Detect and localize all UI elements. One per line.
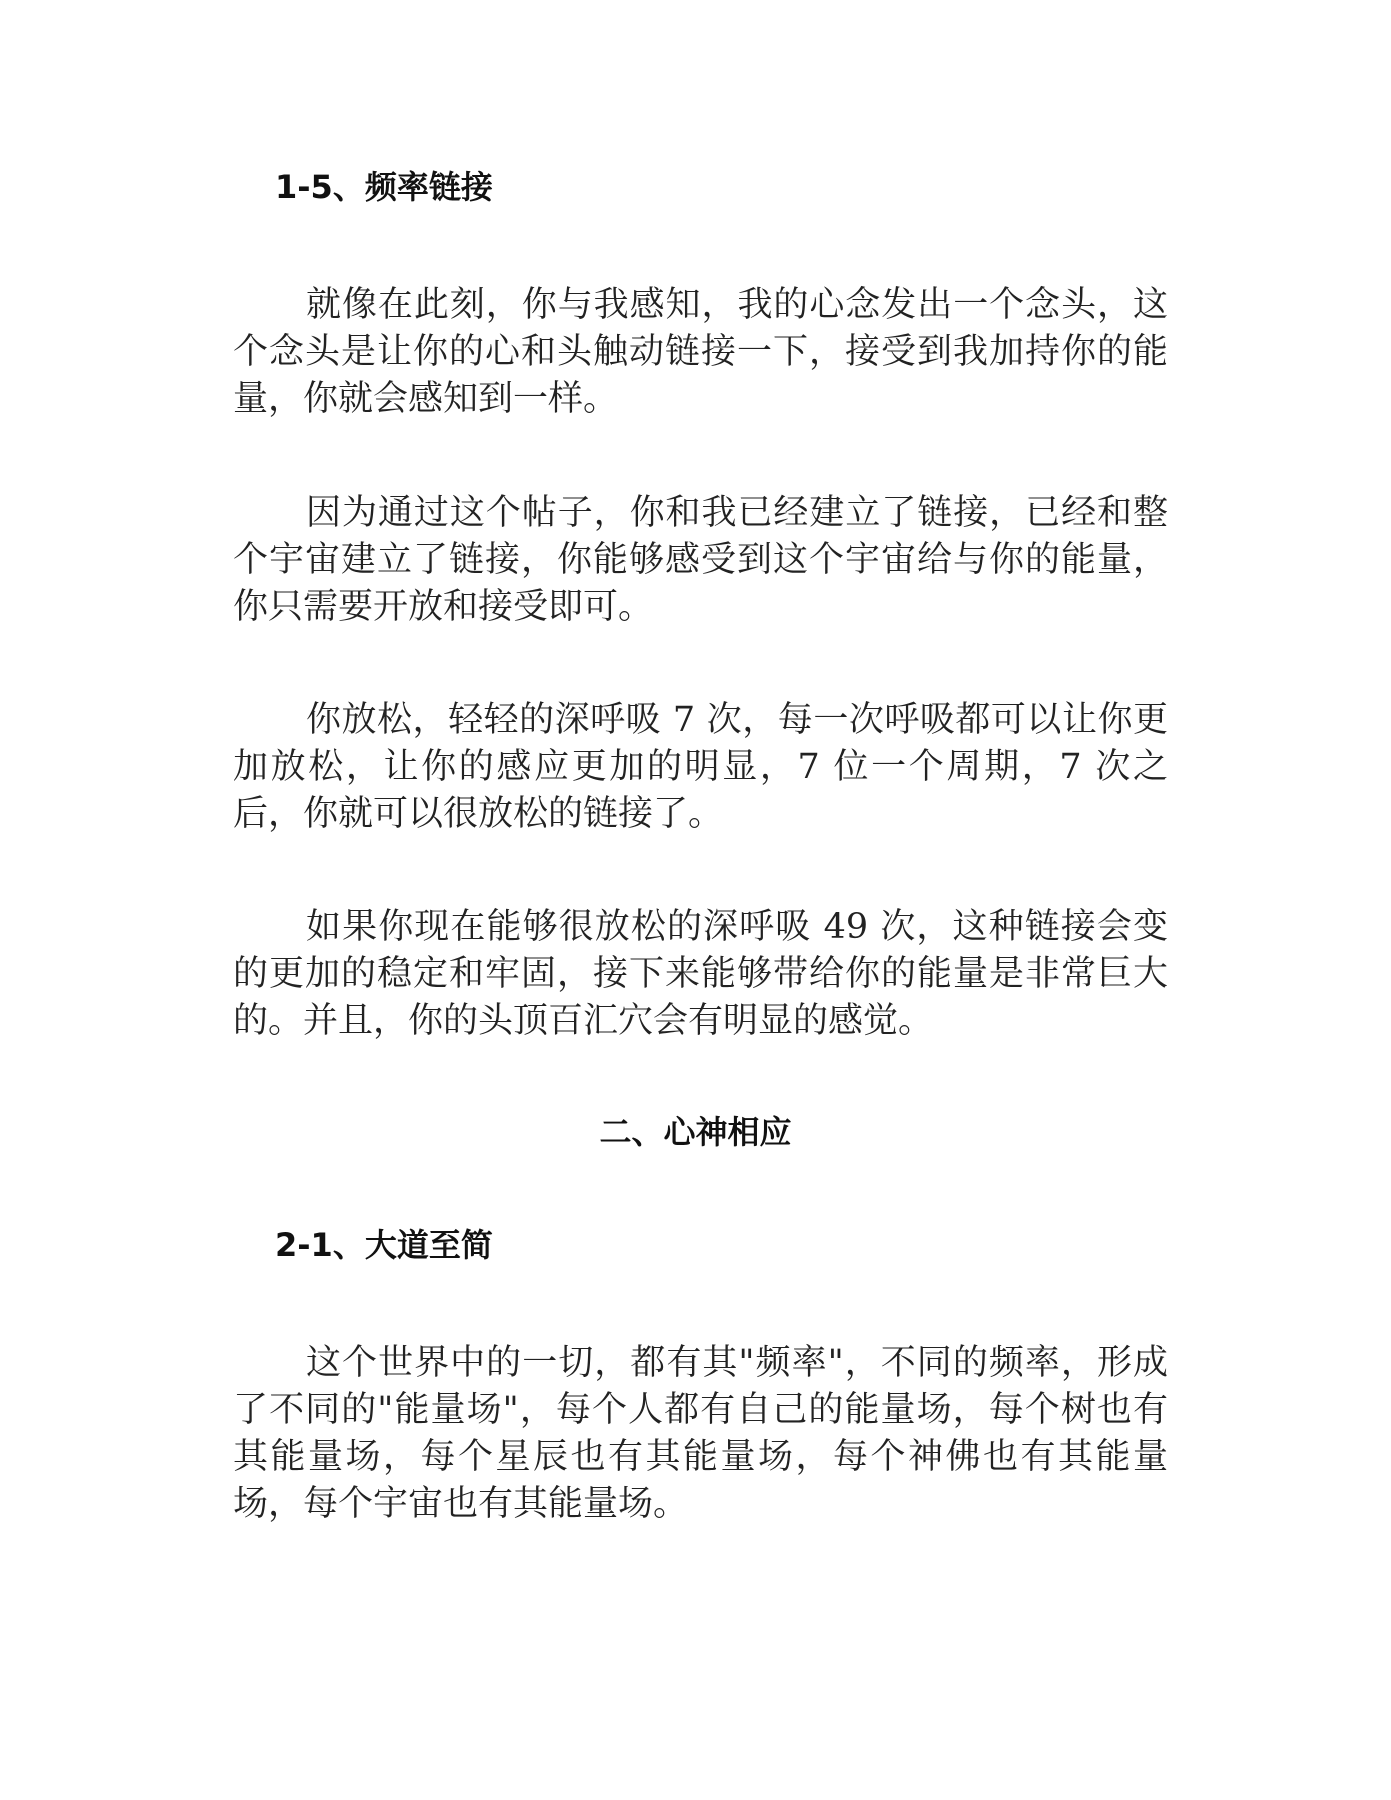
paragraph: 因为通过这个帖子，你和我已经建立了链接，已经和整个宇宙建立了链接，你能够感受到这个宇宙给与你的能量，你只需要开放和接受即可。 (233, 493, 1168, 627)
chapter-heading-2: 二、心神相应 (599, 1113, 792, 1151)
paragraph: 就像在此刻，你与我感知，我的心念发出一个念头，这个念头是让你的心和头触动链接一下，接受到我加持你的能量，你就会感知到一样。 (233, 285, 1168, 419)
paragraph: 如果你现在能够很放松的深呼吸 49 次，这种链接会变的更加的稳定和牢固，接下来能够带给你的能量是非常巨大的。并且，你的头顶百汇穴会有明显的感觉。 (233, 907, 1168, 1041)
section-heading-2-1: 2-1、大道至简 (275, 1226, 493, 1264)
paragraph: 你放松，轻轻的深呼吸 7 次，每一次呼吸都可以让你更加放松，让你的感应更加的明显，7 位一个周期，7 次之后，你就可以很放松的链接了。 (233, 700, 1168, 834)
paragraph: 这个世界中的一切，都有其"频率"，不同的频率，形成了不同的"能量场"，每个人都有自己的能量场，每个树也有其能量场，每个星辰也有其能量场，每个神佛也有其能量场，每个宇宙也有其能量场。 (233, 1343, 1168, 1524)
section-heading-1-5: 1-5、频率链接 (275, 168, 493, 206)
